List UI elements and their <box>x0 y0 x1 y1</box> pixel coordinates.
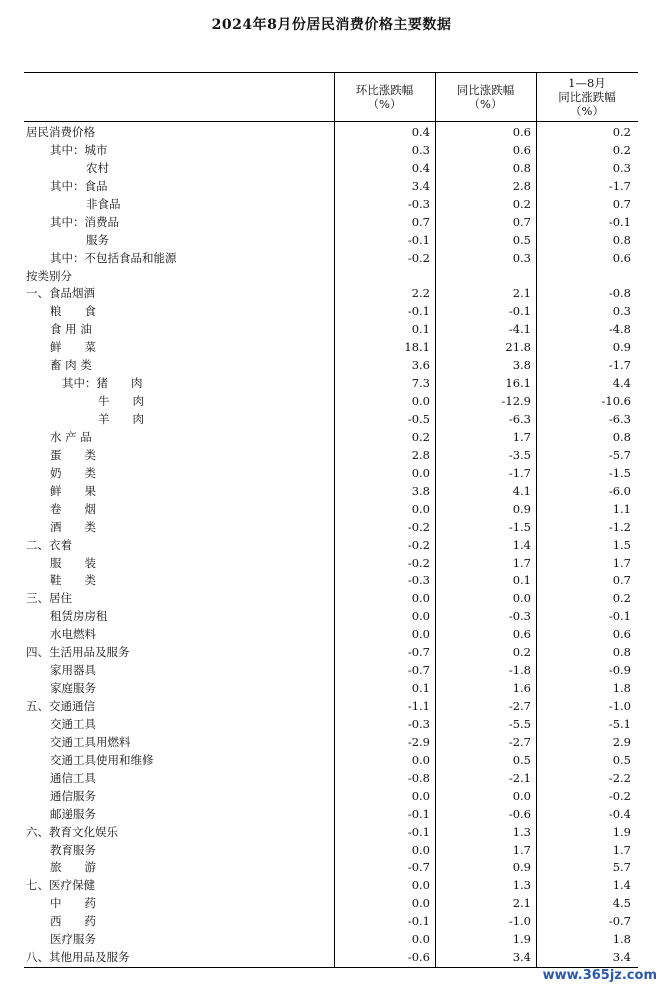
row-value-v3: 1.8 <box>612 681 631 696</box>
table-row <box>24 214 638 232</box>
row-value-v3: -5.7 <box>608 447 631 462</box>
row-label: 鲜 菜 <box>50 340 96 355</box>
row-value-v3: -6.3 <box>608 412 631 426</box>
row-value-v3: 1.5 <box>612 537 631 552</box>
table-row <box>24 877 638 895</box>
row-label: 西 药 <box>50 914 96 929</box>
row-value-v1: -0.1 <box>407 914 430 929</box>
row-value-v3: 0.5 <box>612 752 631 767</box>
header-divider <box>536 73 537 121</box>
row-value-v1: -0.2 <box>407 537 430 552</box>
row-value-v1: -0.1 <box>407 824 430 839</box>
row-value-v2: 1.9 <box>512 932 531 947</box>
row-value-v3: -2.2 <box>608 770 631 785</box>
table-row <box>24 501 638 519</box>
row-label: 奶 类 <box>50 465 96 480</box>
row-label: 按类别分 <box>26 268 72 283</box>
row-value-v3: 0.7 <box>612 573 631 588</box>
row-value-v1: -0.5 <box>407 412 430 426</box>
row-value-v1: 0.4 <box>411 160 430 175</box>
table-row <box>24 555 638 573</box>
row-label: 其中：消费品 <box>50 214 119 229</box>
row-value-v2: -1.7 <box>508 465 531 480</box>
row-label: 五、交通通信 <box>26 699 95 713</box>
table-row <box>24 590 638 608</box>
row-label: 其中：不包括食品和能源 <box>50 250 177 265</box>
row-value-v2: -2.7 <box>508 734 531 749</box>
row-label: 蛋 类 <box>50 447 96 462</box>
row-label: 七、医疗保健 <box>26 878 95 893</box>
row-value-v2: 0.2 <box>512 196 531 211</box>
row-value-v2: 0.3 <box>512 250 531 265</box>
row-value-v3: -1.7 <box>608 178 631 193</box>
row-value-v3: 0.8 <box>612 429 631 444</box>
row-value-v1: 3.4 <box>411 178 430 193</box>
row-label: 一、食品烟酒 <box>26 286 95 301</box>
table-row <box>24 411 638 429</box>
row-value-v2: -1.5 <box>508 519 531 534</box>
row-value-v2: 21.8 <box>505 340 531 355</box>
row-label: 八、其他用品及服务 <box>26 950 130 965</box>
row-value-v2: 3.8 <box>512 358 531 373</box>
row-value-v1: -0.2 <box>407 519 430 534</box>
table-row <box>24 824 638 842</box>
row-value-v2: 3.4 <box>512 950 531 965</box>
row-label: 水电燃料 <box>50 627 96 642</box>
row-value-v1: 0.2 <box>411 429 430 444</box>
row-value-v2: 0.0 <box>512 591 531 606</box>
row-label: 二、衣着 <box>26 537 72 552</box>
row-value-v1: -0.3 <box>407 573 430 588</box>
row-value-v2: 1.6 <box>512 681 531 696</box>
table-body <box>24 122 638 968</box>
row-value-v3: 5.7 <box>612 860 631 875</box>
row-value-v1: 0.7 <box>411 214 430 229</box>
table-row <box>24 465 638 483</box>
row-value-v2: -4.1 <box>508 322 531 337</box>
row-value-v1: -0.1 <box>407 304 430 319</box>
page-title: 2024年8月份居民消费价格主要数据 <box>211 17 452 33</box>
row-label: 交通工具用燃料 <box>50 734 131 749</box>
table-row <box>24 124 638 142</box>
row-value-v1: -0.7 <box>407 663 430 678</box>
row-value-v2: -0.3 <box>508 609 531 624</box>
table-row <box>24 429 638 447</box>
row-value-v3: 0.6 <box>612 627 631 642</box>
header-yoy-line1: 同比涨跌幅 <box>456 83 515 97</box>
row-value-v1: -0.7 <box>407 645 430 660</box>
table-row <box>24 788 638 806</box>
row-value-v2: 0.6 <box>512 627 531 642</box>
row-value-v3: -1.7 <box>608 358 631 373</box>
table-row <box>24 447 638 465</box>
row-value-v2: 0.1 <box>512 573 531 588</box>
row-value-v2: 2.1 <box>512 286 531 301</box>
row-value-v3: 1.4 <box>612 878 631 893</box>
row-value-v3: 4.5 <box>612 896 631 911</box>
table-row <box>24 268 638 286</box>
row-value-v1: 0.0 <box>411 501 430 516</box>
table-header <box>24 72 638 122</box>
row-value-v3: 0.3 <box>612 160 631 175</box>
table-row <box>24 250 638 268</box>
row-label: 通信工具 <box>50 770 96 785</box>
table-row <box>24 321 638 339</box>
row-value-v2: 0.2 <box>512 645 531 660</box>
row-value-v1: 7.3 <box>411 376 430 391</box>
table-row <box>24 752 638 770</box>
header-mom-line1: 环比涨跌幅 <box>355 83 414 97</box>
row-value-v3: -1.0 <box>608 699 631 713</box>
table-row <box>24 608 638 626</box>
row-label: 居民消费价格 <box>26 125 95 139</box>
row-value-v3: 1.7 <box>612 555 631 570</box>
row-value-v2: -1.0 <box>508 914 531 929</box>
row-label: 交通工具使用和维修 <box>50 752 154 767</box>
row-value-v3: -6.0 <box>608 483 631 498</box>
row-value-v3: -0.8 <box>608 286 631 301</box>
table-row <box>24 770 638 788</box>
row-value-v2: 1.7 <box>512 429 531 444</box>
row-label: 羊 肉 <box>98 412 144 426</box>
header-yoy-line2: （%） <box>468 97 503 111</box>
row-value-v2: -6.3 <box>508 412 531 426</box>
row-value-v3: 2.9 <box>612 734 631 749</box>
row-label: 租赁房房租 <box>50 609 108 624</box>
row-label: 四、生活用品及服务 <box>26 645 130 660</box>
row-value-v1: 0.0 <box>411 896 430 911</box>
row-value-v3: -1.2 <box>608 519 631 534</box>
table-row <box>24 842 638 860</box>
table-row <box>24 142 638 160</box>
table-row <box>24 716 638 734</box>
row-value-v3: 4.4 <box>612 376 631 391</box>
row-label: 服务 <box>86 232 109 247</box>
row-value-v2: -0.6 <box>508 806 531 821</box>
row-value-v3: -4.8 <box>608 322 631 337</box>
row-label: 教育服务 <box>50 842 96 857</box>
table-row <box>24 357 638 375</box>
table-row <box>24 339 638 357</box>
row-value-v3: -1.5 <box>608 465 631 480</box>
row-value-v2: -2.1 <box>508 770 531 785</box>
site-watermark: www.365jz.com <box>542 968 657 983</box>
table-row <box>24 662 638 680</box>
row-label: 交通工具 <box>50 716 96 731</box>
table-row <box>24 483 638 501</box>
table-row <box>24 931 638 949</box>
row-value-v2: -1.8 <box>508 663 531 678</box>
row-value-v2: 0.7 <box>512 214 531 229</box>
table-row <box>24 232 638 250</box>
row-label: 卷 烟 <box>50 501 96 516</box>
table-row <box>24 806 638 824</box>
row-label: 粮 食 <box>50 304 96 319</box>
row-value-v3: 0.2 <box>612 125 631 139</box>
table-row <box>24 644 638 662</box>
row-value-v3: -0.4 <box>608 806 631 821</box>
table-row <box>24 393 638 411</box>
header-divider <box>435 73 436 121</box>
row-value-v1: 0.0 <box>411 878 430 893</box>
row-value-v3: 0.8 <box>612 645 631 660</box>
row-value-v1: 2.8 <box>411 447 430 462</box>
row-value-v1: 0.0 <box>411 394 430 409</box>
row-value-v2: 0.9 <box>512 860 531 875</box>
row-label: 其中：食品 <box>50 178 108 193</box>
row-value-v1: 3.8 <box>411 483 430 498</box>
row-value-v1: -0.3 <box>407 716 430 731</box>
header-mom <box>334 73 435 121</box>
row-value-v1: 0.0 <box>411 627 430 642</box>
table-row <box>24 285 638 303</box>
row-value-v3: 0.7 <box>612 196 631 211</box>
row-value-v1: -0.1 <box>407 232 430 247</box>
table-row <box>24 949 638 967</box>
row-value-v1: -0.6 <box>407 950 430 965</box>
row-value-v2: 1.3 <box>512 878 531 893</box>
row-value-v1: 0.4 <box>411 125 430 139</box>
table-row <box>24 160 638 178</box>
row-value-v1: 18.1 <box>404 340 430 355</box>
row-value-v1: -0.1 <box>407 806 430 821</box>
row-label: 家用器具 <box>50 663 96 678</box>
row-value-v3: 0.8 <box>612 232 631 247</box>
row-value-v1: 0.0 <box>411 591 430 606</box>
row-label: 医疗服务 <box>50 932 96 947</box>
table-row <box>24 698 638 716</box>
header-mom-line2: （%） <box>367 97 402 111</box>
row-label: 鞋 类 <box>50 573 96 588</box>
row-value-v3: 3.4 <box>612 950 631 965</box>
row-value-v2: -3.5 <box>508 447 531 462</box>
row-value-v2: -12.9 <box>501 394 531 409</box>
row-value-v1: 0.0 <box>411 465 430 480</box>
row-value-v3: -10.6 <box>601 394 631 409</box>
row-label: 其中：猪 肉 <box>62 376 143 391</box>
row-value-v1: 0.0 <box>411 932 430 947</box>
table-row <box>24 196 638 214</box>
row-value-v3: -0.9 <box>608 663 631 678</box>
row-value-v3: -5.1 <box>608 716 631 731</box>
row-label: 畜 肉 类 <box>50 358 92 373</box>
cpi-table <box>24 72 638 968</box>
row-value-v1: 0.0 <box>411 788 430 803</box>
header-ytd <box>536 73 638 121</box>
row-value-v1: 0.0 <box>411 842 430 857</box>
row-value-v2: 1.7 <box>512 842 531 857</box>
row-value-v2: 1.4 <box>512 537 531 552</box>
row-value-v3: -0.1 <box>608 214 631 229</box>
row-value-v3: 0.6 <box>612 250 631 265</box>
row-label: 其中：城市 <box>50 142 108 157</box>
row-value-v2: 4.1 <box>512 483 531 498</box>
row-label: 六、教育文化娱乐 <box>26 824 118 839</box>
table-row <box>24 859 638 877</box>
row-value-v2: 0.6 <box>512 125 531 139</box>
row-value-v2: 16.1 <box>505 376 531 391</box>
table-row <box>24 375 638 393</box>
row-label: 三、居住 <box>26 591 72 606</box>
row-label: 牛 肉 <box>98 394 144 409</box>
row-value-v1: -1.1 <box>407 699 430 713</box>
row-value-v3: 1.1 <box>612 501 631 516</box>
table-row <box>24 303 638 321</box>
row-value-v3: 0.2 <box>612 591 631 606</box>
row-label: 食 用 油 <box>50 322 92 337</box>
row-value-v2: 0.8 <box>512 160 531 175</box>
row-label: 农村 <box>86 160 109 175</box>
row-label: 中 药 <box>50 896 96 911</box>
header-ytd-line3: （%） <box>570 104 604 118</box>
header-ytd-line1: 1—8月 <box>568 76 606 90</box>
row-value-v2: 0.5 <box>512 232 531 247</box>
row-label: 邮递服务 <box>50 806 96 821</box>
row-value-v2: 0.5 <box>512 752 531 767</box>
table-row <box>24 913 638 931</box>
row-value-v1: 0.0 <box>411 752 430 767</box>
table-row <box>24 895 638 913</box>
row-value-v1: 0.3 <box>411 142 430 157</box>
row-value-v2: -5.5 <box>508 716 531 731</box>
table-row <box>24 734 638 752</box>
row-value-v1: 3.6 <box>411 358 430 373</box>
row-label: 水 产 品 <box>50 429 92 444</box>
row-label: 非食品 <box>86 196 121 211</box>
row-label: 通信服务 <box>50 788 96 803</box>
row-value-v2: 0.0 <box>512 788 531 803</box>
header-yoy <box>435 73 536 121</box>
table-row <box>24 519 638 537</box>
row-value-v1: -0.7 <box>407 860 430 875</box>
row-value-v1: 0.1 <box>411 681 430 696</box>
row-value-v1: -0.2 <box>407 250 430 265</box>
table-row <box>24 626 638 644</box>
table-row <box>24 572 638 590</box>
table-row <box>24 680 638 698</box>
row-value-v2: -0.1 <box>508 304 531 319</box>
row-value-v3: 1.8 <box>612 932 631 947</box>
table-row <box>24 537 638 555</box>
row-value-v2: 0.9 <box>512 501 531 516</box>
row-value-v3: -0.1 <box>608 609 631 624</box>
row-value-v2: 1.3 <box>512 824 531 839</box>
row-value-v2: 1.7 <box>512 555 531 570</box>
row-value-v3: 0.2 <box>612 142 631 157</box>
row-value-v1: -2.9 <box>407 734 430 749</box>
row-value-v1: -0.2 <box>407 555 430 570</box>
row-value-v1: 0.1 <box>411 322 430 337</box>
header-divider <box>334 73 335 121</box>
row-value-v3: 1.9 <box>612 824 631 839</box>
row-value-v1: 2.2 <box>411 286 430 301</box>
row-value-v3: 1.7 <box>612 842 631 857</box>
table-row <box>24 178 638 196</box>
row-value-v2: 2.8 <box>512 178 531 193</box>
row-value-v3: 0.3 <box>612 304 631 319</box>
row-label: 鲜 果 <box>50 483 96 498</box>
row-value-v2: 2.1 <box>512 896 531 911</box>
row-value-v2: -2.7 <box>508 699 531 713</box>
row-value-v3: -0.2 <box>608 788 631 803</box>
row-value-v1: 0.0 <box>411 609 430 624</box>
row-label: 酒 类 <box>50 519 96 534</box>
row-value-v3: 0.9 <box>612 340 631 355</box>
row-value-v1: -0.3 <box>407 196 430 211</box>
row-value-v2: 0.6 <box>512 142 531 157</box>
header-ytd-line2: 同比涨跌幅 <box>558 90 616 104</box>
row-label: 旅 游 <box>50 860 96 875</box>
row-value-v1: -0.8 <box>407 770 430 785</box>
row-value-v3: -0.7 <box>608 914 631 929</box>
row-label: 家庭服务 <box>50 681 96 696</box>
row-label: 服 装 <box>50 555 96 570</box>
